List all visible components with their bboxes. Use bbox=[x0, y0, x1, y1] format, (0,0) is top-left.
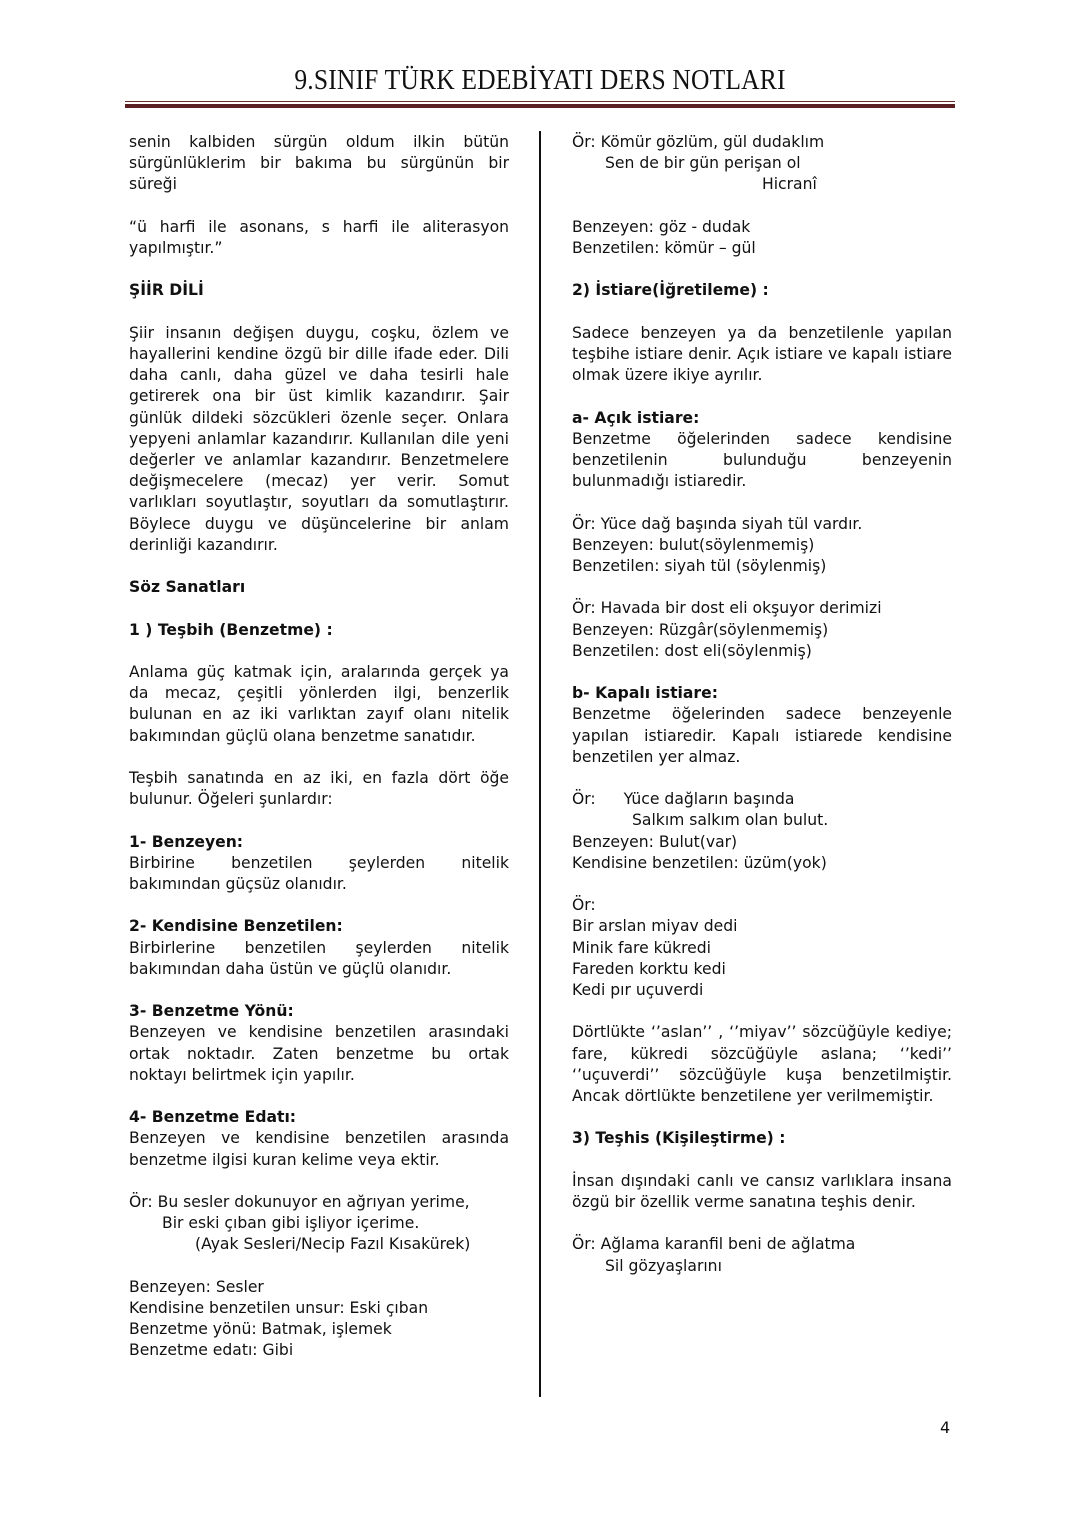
analysis-line: Benzetme yönü: Batmak, işlemek bbox=[129, 1320, 392, 1339]
element-benzetme-edati bbox=[129, 1107, 509, 1171]
istiare-heading: 2) İstiare(İğretileme) : bbox=[572, 281, 769, 300]
element-benzeyen bbox=[129, 832, 509, 896]
example-label: Ör: bbox=[572, 790, 596, 809]
teshis-definition: İnsan dışındaki canlı ve cansız varlıklara insana özgü bir özellik verme sanatına teşhis denir. bbox=[572, 1171, 952, 1211]
istiare-definition: Sadece benzeyen ya da benzetilenle yapılan teşbihe istiare denir. Açık istiare ve kapalı istiare olmak üzere ikiye ayrılır. bbox=[572, 323, 952, 385]
element-kendisine-benzetilen bbox=[129, 916, 509, 980]
acik-istiare-example-1 bbox=[572, 514, 952, 578]
teshbih-example bbox=[129, 1192, 509, 1256]
poem-line: Kedi pır uçuverdi bbox=[572, 980, 704, 999]
intro-note: “ü harfi ile asonans, s harfi ile aliterasyon yapılmıştır.” bbox=[129, 217, 509, 257]
example-line: Bir eski çıban gibi işliyor içerime. bbox=[162, 1214, 420, 1233]
column-divider bbox=[539, 131, 541, 1397]
element-text: Benzeyen ve kendisine benzetilen arasında benzetme ilgisi kuran kelime veya ektir. bbox=[129, 1129, 509, 1169]
element-heading: 3- Benzetme Yönü: bbox=[129, 1002, 294, 1021]
element-heading: 2- Kendisine Benzetilen: bbox=[129, 917, 343, 936]
poem-line: Bir arslan miyav dedi bbox=[572, 917, 738, 936]
left-column bbox=[129, 132, 509, 1362]
page-number: 4 bbox=[940, 1418, 951, 1437]
teshbih-analysis bbox=[129, 1277, 509, 1362]
analysis-line: Kendisine benzetilen: üzüm(yok) bbox=[572, 853, 827, 872]
right-column bbox=[572, 132, 952, 1277]
analysis-line: Benzetilen: siyah tül (söylenmiş) bbox=[572, 556, 827, 575]
page-title: 9.SINIF TÜRK EDEBİYATI DERS NOTLARI bbox=[294, 64, 786, 96]
element-heading: 4- Benzetme Edatı: bbox=[129, 1108, 297, 1127]
analysis-line: Benzeyen: bulut(söylenmemiş) bbox=[572, 535, 815, 554]
example-label: Ör: bbox=[572, 896, 596, 915]
analysis-line: Benzeyen: Rüzgâr(söylenmemiş) bbox=[572, 620, 829, 639]
kapali-istiare bbox=[572, 683, 952, 768]
analysis-line: Benzeyen: Bulut(var) bbox=[572, 832, 738, 851]
kapali-istiare-heading: b- Kapalı istiare: bbox=[572, 684, 718, 703]
teshbih-elements-intro: Teşbih sanatında en az iki, en fazla dört öğe bulunur. Öğeleri şunlardır: bbox=[129, 768, 509, 809]
acik-istiare-heading: a- Açık istiare: bbox=[572, 408, 700, 427]
acik-istiare-example-2 bbox=[572, 598, 952, 662]
kapali-istiare-definition: Benzetme öğelerinden sadece benzeyenle yapılan istiaredir. Kapalı istiarede kendisine benzetilen yer almaz. bbox=[572, 705, 952, 766]
example-line: Ör: Ağlama karanfil beni de ağlatma bbox=[572, 1235, 856, 1254]
intro-poem-text: senin kalbiden sürgün oldum ilkin bütün sürgünlüklerim bir bakıma bu sürgünün bir süreği bbox=[129, 133, 509, 194]
siir-dili-paragraph: Şiir insanın değişen duygu, coşku, özlem ve hayallerini kendine özgü bir dille ifade eder. Dili daha canlı, daha güzel ve daha tesirli hale getirerek ona bir üst kimlik kazandırır. Şair günlük dildeki sözcükleri özenle seçer. Onlara yepyeni anlamlar kazandırır. Kullanılan dile yeni değerler ve anlamlar kazandırır. Benzetmelere değişmecelere (mecaz) yer verir. Somut varlıkları soyutlaştır, soyutları da somutlaştırır. Böylece duygu ve düşüncelerine bir anlam derinliği kazandırır. bbox=[129, 323, 509, 554]
element-heading: 1- Benzeyen: bbox=[129, 832, 244, 851]
example-komur-analysis bbox=[572, 217, 952, 259]
element-text: Birbirine benzetilen şeylerden nitelik bakımından güçsüz olanıdır. bbox=[129, 853, 509, 893]
poem-explanation: Dörtlükte ‘’aslan’’ , ‘’miyav’’ sözcüğüyle kediye; fare, kükredi sözcüğüyle aslana; ‘’kedi’’ ‘’uçuverdi’’ sözcüğüyle kuşa benzetilmiştir. Ancak dörtlükte benzetilene yer verilmemiştir. bbox=[572, 1023, 952, 1105]
example-text: Yüce dağların başında bbox=[623, 790, 795, 809]
analysis-line: Benzeyen: Sesler bbox=[129, 1277, 264, 1296]
poem-example bbox=[572, 895, 952, 1001]
section-heading-siir-dili: ŞİİR DİLİ bbox=[129, 281, 204, 300]
example-author: Hicranî bbox=[762, 175, 817, 194]
kapali-istiare-example bbox=[572, 789, 952, 874]
header-rule-thick bbox=[125, 104, 955, 108]
analysis-line: Benzeyen: göz - dudak bbox=[572, 217, 751, 236]
analysis-line: Benzetme edatı: Gibi bbox=[129, 1341, 294, 1360]
element-benzetme-yonu bbox=[129, 1001, 509, 1086]
example-source: (Ayak Sesleri/Necip Fazıl Kısakürek) bbox=[195, 1235, 471, 1254]
element-text: Benzeyen ve kendisine benzetilen arasındaki ortak noktadır. Zaten benzetme bu ortak noktayı belirtmek için yapılır. bbox=[129, 1023, 509, 1084]
teshis-heading: 3) Teşhis (Kişileştirme) : bbox=[572, 1129, 786, 1148]
acik-istiare bbox=[572, 408, 952, 493]
element-text: Birbirlerine benzetilen şeylerden nitelik bakımından daha üstün ve güçlü olanıdır. bbox=[129, 938, 509, 978]
example-line: Salkım salkım olan bulut. bbox=[632, 811, 829, 830]
example-line: Ör: Kömür gözlüm, gül dudaklım bbox=[572, 133, 825, 151]
teshbih-heading: 1 ) Teşbih (Benzetme) : bbox=[129, 620, 333, 639]
analysis-line: Benzetilen: dost eli(söylenmiş) bbox=[572, 641, 812, 660]
example-line: Ör: Bu sesler dokunuyor en ağrıyan yerime, bbox=[129, 1192, 470, 1211]
example-line: Ör: Havada bir dost eli okşuyor derimizi bbox=[572, 599, 882, 618]
example-komur bbox=[572, 132, 952, 196]
poem-line: Fareden korktu kedi bbox=[572, 959, 726, 978]
example-line: Ör: Yüce dağ başında siyah tül vardır. bbox=[572, 514, 863, 533]
example-line: Sil gözyaşlarını bbox=[605, 1256, 722, 1275]
acik-istiare-definition: Benzetme öğelerinden sadece kendisine benzetilenin bulunduğu benzeyenin bulunmadığı istiaredir. bbox=[572, 429, 952, 491]
teshbih-definition: Anlama güç katmak için, aralarında gerçek ya da mecaz, çeşitli yönlerden ilgi, benzerlik bulunan en az iki varlıktan zayıf olanı nitelik bakımından güçlü olana benzetme sanatıdır. bbox=[129, 662, 509, 745]
teshis-example bbox=[572, 1234, 952, 1276]
analysis-line: Benzetilen: kömür – gül bbox=[572, 239, 756, 257]
analysis-line: Kendisine benzetilen unsur: Eski çıban bbox=[129, 1298, 429, 1317]
example-line bbox=[572, 789, 952, 810]
header-rule-thin bbox=[125, 101, 955, 102]
poem-line: Minik fare kükredi bbox=[572, 938, 712, 957]
soz-sanatlari-heading: Söz Sanatları bbox=[129, 578, 246, 597]
example-line: Sen de bir gün perişan ol bbox=[605, 154, 801, 173]
